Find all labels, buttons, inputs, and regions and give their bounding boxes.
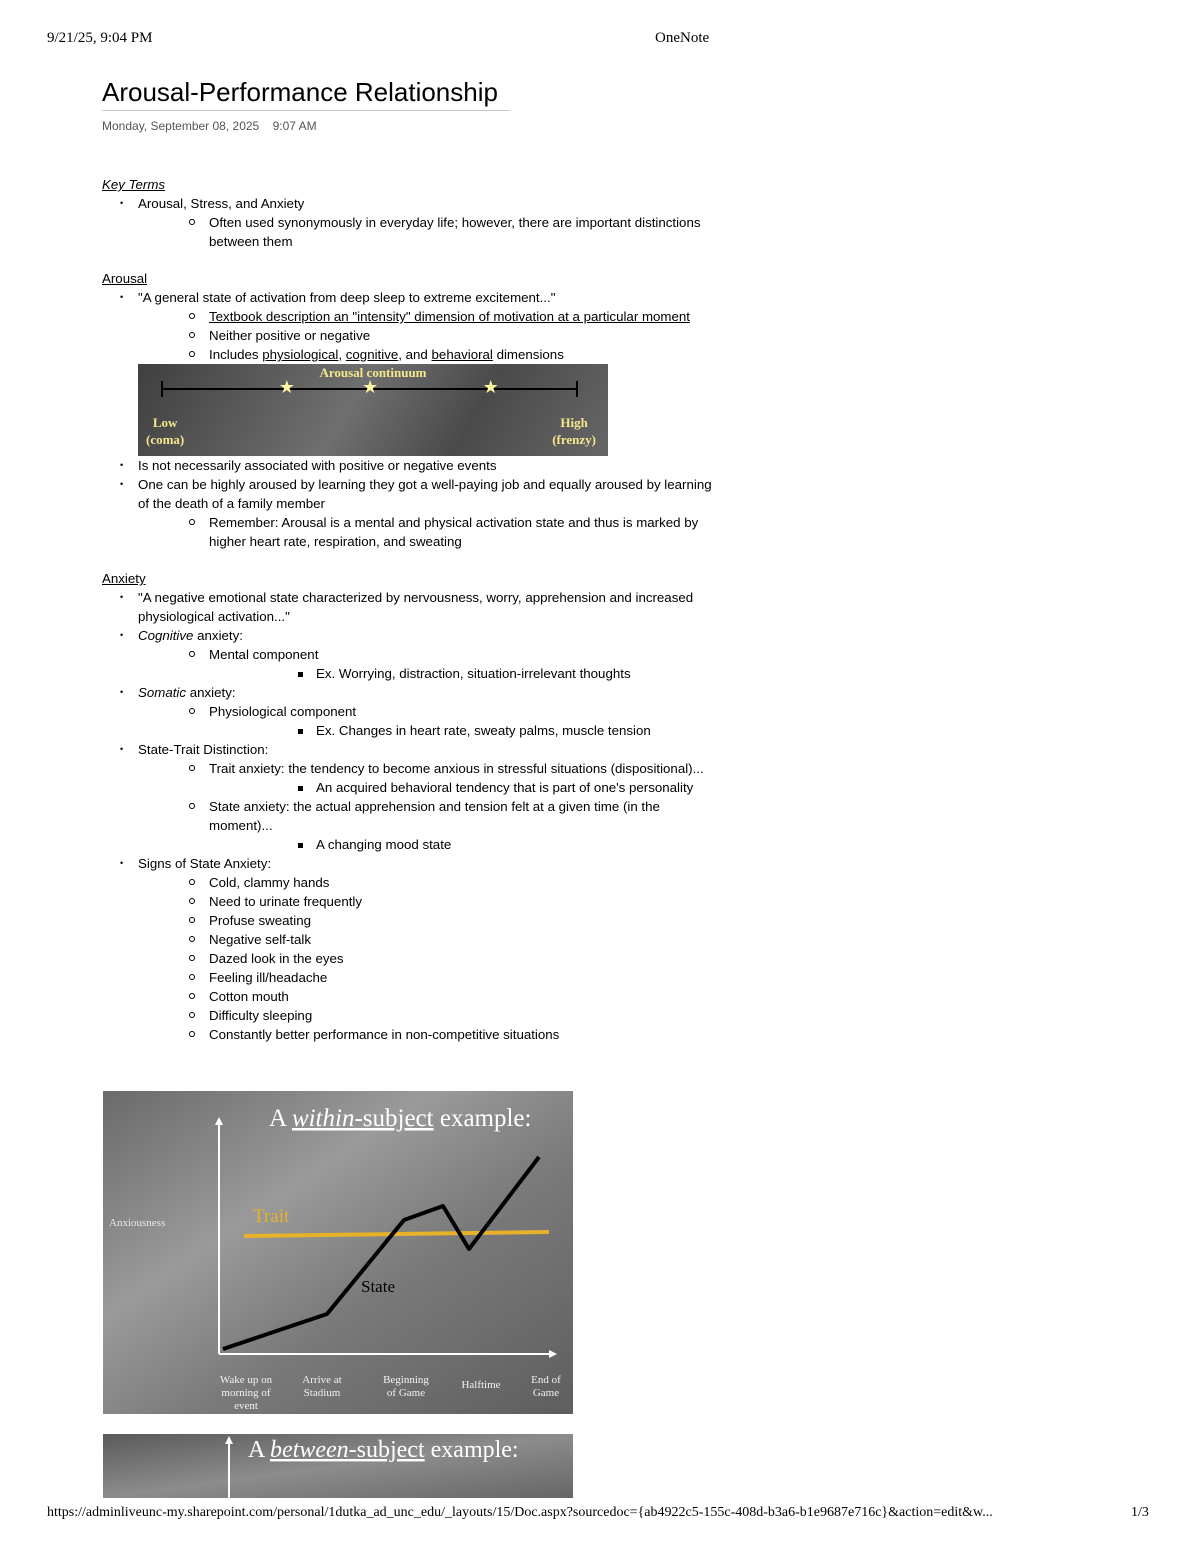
list-item: Physiological component Ex. Changes in heart rate, sweaty palms, muscle tension — [138, 702, 722, 740]
within-subject-image — [103, 1091, 573, 1414]
continuum-low-label: Low (coma) — [146, 415, 185, 447]
list-item: Neither positive or negative — [138, 326, 722, 345]
continuum-high-label: High (frenzy) — [552, 415, 596, 447]
list-item: Cold, clammy hands — [138, 873, 722, 892]
continuum-label: Arousal continuum — [319, 365, 427, 380]
list-item: • Signs of State Anxiety: Cold, clammy hands Need to urinate frequently Profuse sweating Negative self-talk Dazed look in the eyes Feeling ill/headache Cotton mouth Difficulty sleeping Constantly better performance in non-competitive situations — [102, 854, 722, 1044]
list-item: Trait anxiety: the tendency to become anxious in stressful situations (dispositional)... An acquired behavioral tendency that is part of one's personality — [138, 759, 722, 797]
print-datetime: 9/21/25, 9:04 PM — [47, 30, 153, 46]
list-item: Profuse sweating — [138, 911, 722, 930]
y-axis-label: Anxiousness — [109, 1217, 166, 1229]
image-background — [103, 1091, 573, 1414]
list-item: • Arousal, Stress, and Anxiety Often used synonymously in everyday life; however, there are important distinctions between them — [102, 194, 722, 251]
list-item: • Somatic anxiety: Physiological component Ex. Changes in heart rate, sweaty palms, muscle tension — [102, 683, 722, 740]
list-item: Often used synonymously in everyday life; however, there are important distinctions between them — [138, 213, 722, 251]
note-content — [102, 175, 722, 1044]
between-subject-image — [103, 1434, 573, 1498]
list-item: Negative self-talk — [138, 930, 722, 949]
page-created — [102, 119, 317, 133]
list-item: • Is not necessarily associated with positive or negative events — [102, 456, 722, 475]
created-date: Monday, September 08, 2025 — [102, 119, 260, 133]
created-time: 9:07 AM — [272, 119, 317, 133]
continuum-star-icon: ★ — [278, 377, 295, 397]
list-item: • One can be highly aroused by learning they got a well-paying job and equally aroused by learning of the death of a family member Remember: Arousal is a mental and physical activation state and thus is marked by higher heart rate, respiration, and sweating — [102, 475, 722, 551]
list-item: • Cognitive anxiety: Mental component Ex. Worrying, distraction, situation-irrelevant thoughts — [102, 626, 722, 683]
list-item: Dazed look in the eyes — [138, 949, 722, 968]
continuum-star-icon: ★ — [482, 377, 499, 397]
list-item: • "A negative emotional state characterized by nervousness, worry, apprehension and increased physiological activation..." — [102, 588, 722, 626]
continuum-star-icon: ★ — [362, 377, 379, 397]
arousal-continuum-image — [138, 364, 608, 456]
list-item: Remember: Arousal is a mental and physical activation state and thus is marked by higher heart rate, respiration, and sweating — [138, 513, 722, 551]
key-terms-heading: Key Terms — [102, 177, 166, 192]
between-title: A between-subject example: — [248, 1437, 519, 1463]
print-app-name: OneNote — [655, 30, 710, 46]
page-title: Arousal-Performance Relationship — [102, 76, 510, 111]
list-item: Includes physiological, cognitive, and behavioral dimensions — [138, 345, 722, 364]
list-item: An acquired behavioral tendency that is part of one's personality — [209, 778, 722, 797]
list-item: • "A general state of activation from deep sleep to extreme excitement..." Textbook description an "intensity" dimension of motivation at a particular moment Neither positive or negative Includes physiological, cognitive, and behavioral dimensions — [102, 288, 722, 364]
trait-label: Trait — [253, 1206, 290, 1227]
footer-url: https://adminliveunc-my.sharepoint.com/personal/1dutka_ad_unc_edu/_layouts/15/Doc.aspx?sourcedoc={ab4922c5-155c-408d-b3a6-b1e9687e716c}&action=edit&w... — [47, 1505, 993, 1520]
footer-page-number: 1/3 — [1131, 1505, 1149, 1520]
x-axis-tick-label: Wake up on morning of event — [219, 1374, 273, 1412]
x-axis-tick-label: Arrive at Stadium — [302, 1374, 342, 1399]
list-item: Constantly better performance in non-competitive situations — [138, 1025, 722, 1044]
list-item: • State-Trait Distinction: Trait anxiety: the tendency to become anxious in stressful situations (dispositional)... An acquired behavioral tendency that is part of one's personality State anxiety: the actual apprehension and tension felt at a given time (in the moment)... A changing mood state — [102, 740, 722, 854]
x-axis-tick-label: Halftime — [461, 1379, 501, 1391]
within-title: A within-subject example: — [269, 1105, 532, 1132]
list-item: Feeling ill/headache — [138, 968, 722, 987]
x-axis-tick-label: End of Game — [531, 1374, 561, 1399]
state-label: State — [361, 1277, 395, 1296]
list-item: Cotton mouth — [138, 987, 722, 1006]
anxiety-heading: Anxiety — [102, 571, 146, 586]
list-item: Difficulty sleeping — [138, 1006, 722, 1025]
list-item: A changing mood state — [209, 835, 722, 854]
continuum-tick-low — [161, 381, 163, 397]
arousal-heading: Arousal — [102, 271, 148, 286]
list-item: Ex. Changes in heart rate, sweaty palms, muscle tension — [209, 721, 722, 740]
list-item: Need to urinate frequently — [138, 892, 722, 911]
x-axis-tick-label: Beginning of Game — [383, 1374, 429, 1399]
list-item: Mental component Ex. Worrying, distraction, situation-irrelevant thoughts — [138, 645, 722, 683]
continuum-tick-high — [576, 381, 578, 397]
list-item: Textbook description an "intensity" dimension of motivation at a particular moment — [138, 307, 722, 326]
list-item: Ex. Worrying, distraction, situation-irrelevant thoughts — [209, 664, 722, 683]
list-item: State anxiety: the actual apprehension and tension felt at a given time (in the moment)... A changing mood state — [138, 797, 722, 854]
